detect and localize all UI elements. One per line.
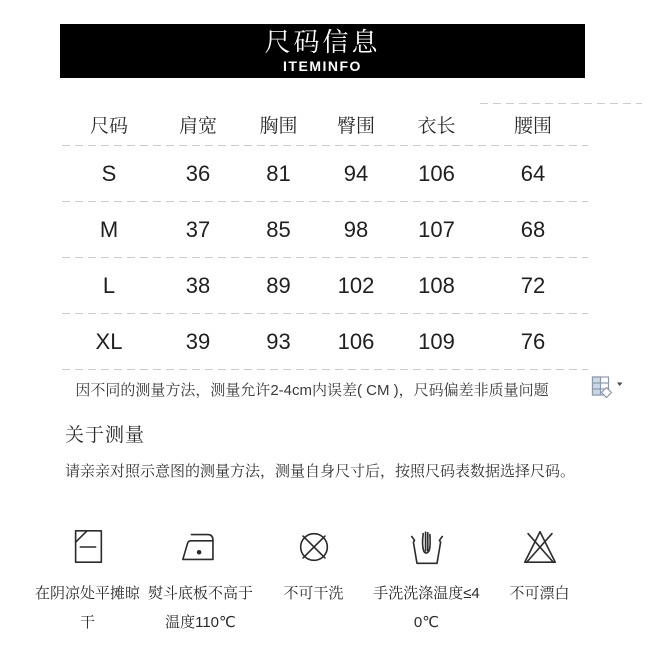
care-item-no-bleach <box>483 523 596 637</box>
cell-size: XL <box>95 328 123 354</box>
no-dry-clean-icon <box>294 523 334 571</box>
dry-flat-in-shade-icon <box>68 523 108 571</box>
cell-size: M <box>99 216 119 242</box>
cell-size: S <box>101 160 117 186</box>
row-divider <box>62 369 588 370</box>
cell-value: 85 <box>266 216 291 242</box>
title-banner <box>60 24 585 78</box>
cell-value: 106 <box>337 328 375 354</box>
cell-value: 89 <box>266 272 291 298</box>
column-header-shoulder: 肩宽 <box>178 116 217 137</box>
care-label: 不可干洗 <box>283 585 344 602</box>
column-header-bust: 胸围 <box>259 116 298 137</box>
cell-value: 36 <box>185 160 211 186</box>
iron-max-110-icon <box>179 523 223 571</box>
cell-value: 81 <box>266 160 291 186</box>
table-row-xl <box>62 314 588 369</box>
page-subtitle: ITEMINFO <box>283 57 362 74</box>
care-symbols-row <box>31 523 598 637</box>
cell-value: 72 <box>520 272 546 298</box>
table-tool-button[interactable] <box>591 375 625 401</box>
cell-value: 76 <box>520 328 546 354</box>
table-borders-icon <box>591 375 625 401</box>
cell-value: 64 <box>520 160 546 186</box>
cell-value: 94 <box>343 160 369 186</box>
cell-value: 107 <box>418 216 455 242</box>
size-table <box>62 104 588 370</box>
cell-value: 108 <box>418 272 455 298</box>
table-row-s <box>62 146 588 201</box>
page-title: 尺码信息 <box>264 27 381 57</box>
column-header-length: 衣长 <box>417 116 456 137</box>
cell-value: 106 <box>418 160 455 186</box>
cell-value: 37 <box>185 216 211 242</box>
care-item-no-dry-clean <box>257 523 370 637</box>
care-item-dry-flat <box>31 523 144 637</box>
cell-size: L <box>102 272 116 298</box>
no-bleach-icon <box>520 523 560 571</box>
table-row-l <box>62 258 588 313</box>
care-label: 熨斗底板不高于温度110℃ <box>147 585 253 631</box>
care-label: 不可漂白 <box>509 585 570 602</box>
cell-value: 109 <box>418 328 455 354</box>
care-label: 手洗洗涤温度≤40℃ <box>373 585 480 631</box>
cell-value: 98 <box>343 216 369 242</box>
care-item-iron <box>144 523 257 637</box>
care-label: 在阴凉处平摊晾干 <box>34 585 140 631</box>
cell-value: 102 <box>337 272 375 298</box>
cell-value: 68 <box>520 216 546 242</box>
cell-value: 93 <box>266 328 291 354</box>
table-row-m <box>62 202 588 257</box>
about-measurement-text: 请亲亲对照示意图的测量方法，测量自身尺寸后，按照尺码表数据选择尺码。 <box>65 463 576 480</box>
column-header-waist: 腰围 <box>513 116 552 137</box>
care-item-hand-wash <box>370 523 483 637</box>
hand-wash-40-icon <box>405 523 449 571</box>
about-measurement-title: 关于测量 <box>65 425 146 446</box>
column-header-hip: 臀围 <box>336 116 375 137</box>
column-header-size: 尺码 <box>89 116 128 137</box>
tolerance-note: 因不同的测量方法，测量允许2-4cm内误差( CM )，尺码偏差非质量问题 <box>75 382 549 399</box>
cell-value: 39 <box>185 328 211 354</box>
cell-value: 38 <box>185 272 211 298</box>
table-header-row <box>62 104 588 145</box>
